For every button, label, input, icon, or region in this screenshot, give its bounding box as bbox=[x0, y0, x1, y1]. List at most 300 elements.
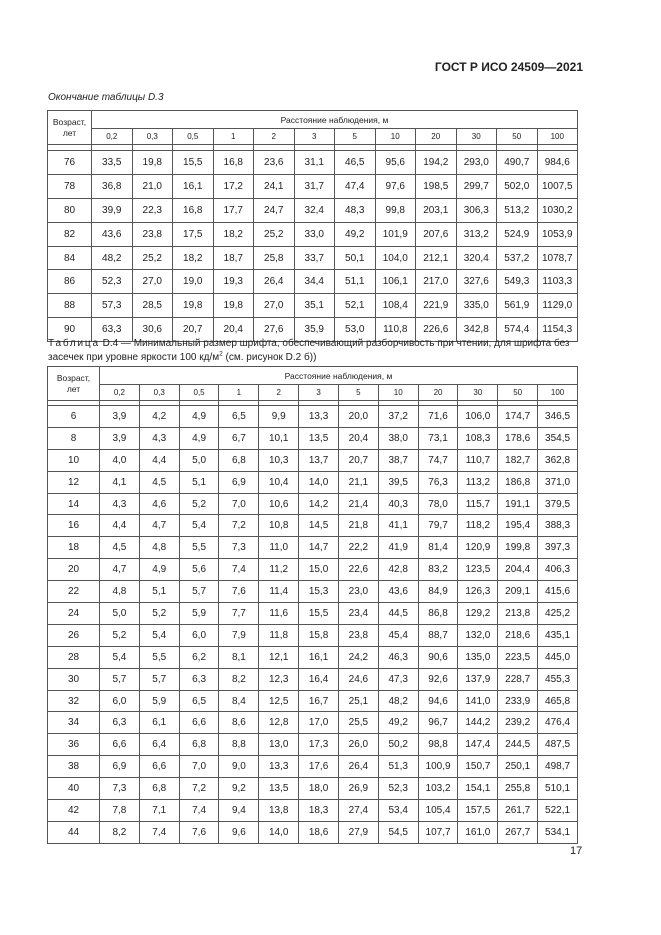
value-cell: 20,0 bbox=[338, 406, 378, 428]
value-cell: 24,1 bbox=[254, 174, 295, 198]
value-cell: 21,8 bbox=[338, 515, 378, 537]
value-cell: 203,1 bbox=[416, 198, 457, 222]
age-cell: 28 bbox=[48, 646, 100, 668]
value-cell: 110,8 bbox=[375, 318, 416, 342]
value-cell: 12,8 bbox=[259, 712, 299, 734]
value-cell: 50,1 bbox=[335, 246, 376, 270]
value-cell: 108,3 bbox=[458, 427, 498, 449]
value-cell: 6,1 bbox=[139, 712, 179, 734]
value-cell: 7,1 bbox=[139, 800, 179, 822]
value-cell: 261,7 bbox=[498, 800, 538, 822]
value-cell: 7,6 bbox=[219, 581, 259, 603]
value-cell: 54,5 bbox=[378, 821, 418, 843]
value-cell: 299,7 bbox=[456, 174, 497, 198]
value-cell: 6,4 bbox=[139, 734, 179, 756]
value-cell: 18,3 bbox=[299, 800, 339, 822]
age-cell: 18 bbox=[48, 537, 100, 559]
value-cell: 4,3 bbox=[139, 427, 179, 449]
value-cell: 41,9 bbox=[378, 537, 418, 559]
distance-header-cell: 2 bbox=[259, 385, 299, 401]
value-cell: 137,9 bbox=[458, 668, 498, 690]
value-cell: 1154,3 bbox=[537, 318, 578, 342]
value-cell: 31,7 bbox=[294, 174, 335, 198]
table-row bbox=[48, 493, 578, 515]
value-cell: 26,4 bbox=[254, 270, 295, 294]
value-cell: 8,2 bbox=[100, 821, 140, 843]
value-cell: 19,8 bbox=[132, 151, 173, 175]
value-cell: 132,0 bbox=[458, 624, 498, 646]
value-cell: 327,6 bbox=[456, 270, 497, 294]
value-cell: 182,7 bbox=[498, 449, 538, 471]
age-cell: 86 bbox=[48, 270, 92, 294]
value-cell: 22,6 bbox=[338, 559, 378, 581]
value-cell: 5,4 bbox=[179, 515, 219, 537]
table-row bbox=[48, 668, 578, 690]
age-column-header bbox=[48, 111, 92, 145]
value-cell: 209,1 bbox=[498, 581, 538, 603]
table-row bbox=[48, 515, 578, 537]
value-cell: 105,4 bbox=[418, 800, 458, 822]
value-cell: 510,1 bbox=[538, 778, 578, 800]
value-cell: 191,1 bbox=[498, 493, 538, 515]
value-cell: 47,4 bbox=[335, 174, 376, 198]
value-cell: 5,4 bbox=[100, 646, 140, 668]
value-cell: 39,9 bbox=[92, 198, 133, 222]
value-cell: 48,2 bbox=[92, 246, 133, 270]
value-cell: 4,8 bbox=[139, 537, 179, 559]
value-cell: 1103,3 bbox=[537, 270, 578, 294]
age-cell: 12 bbox=[48, 471, 100, 493]
value-cell: 43,6 bbox=[378, 581, 418, 603]
value-cell: 7,3 bbox=[100, 778, 140, 800]
value-cell: 5,5 bbox=[139, 646, 179, 668]
value-cell: 9,9 bbox=[259, 406, 299, 428]
value-cell: 4,6 bbox=[139, 493, 179, 515]
value-cell: 107,7 bbox=[418, 821, 458, 843]
value-cell: 51,3 bbox=[378, 756, 418, 778]
value-cell: 7,4 bbox=[179, 800, 219, 822]
value-cell: 20,7 bbox=[338, 449, 378, 471]
value-cell: 574,4 bbox=[497, 318, 538, 342]
value-cell: 10,1 bbox=[259, 427, 299, 449]
value-cell: 14,0 bbox=[259, 821, 299, 843]
value-cell: 103,2 bbox=[418, 778, 458, 800]
value-cell: 88,7 bbox=[418, 624, 458, 646]
value-cell: 17,2 bbox=[213, 174, 254, 198]
value-cell: 1030,2 bbox=[537, 198, 578, 222]
value-cell: 7,4 bbox=[219, 559, 259, 581]
age-cell: 20 bbox=[48, 559, 100, 581]
value-cell: 16,4 bbox=[299, 668, 339, 690]
value-cell: 6,0 bbox=[179, 624, 219, 646]
value-cell: 7,4 bbox=[139, 821, 179, 843]
value-cell: 41,1 bbox=[378, 515, 418, 537]
document-code: ГОСТ Р ИСО 24509—2021 bbox=[434, 60, 583, 74]
table-row bbox=[48, 712, 578, 734]
value-cell: 5,1 bbox=[179, 471, 219, 493]
value-cell: 83,2 bbox=[418, 559, 458, 581]
value-cell: 12,1 bbox=[259, 646, 299, 668]
age-cell: 26 bbox=[48, 624, 100, 646]
value-cell: 1078,7 bbox=[537, 246, 578, 270]
value-cell: 78,0 bbox=[418, 493, 458, 515]
value-cell: 178,6 bbox=[498, 427, 538, 449]
value-cell: 4,9 bbox=[139, 559, 179, 581]
value-cell: 354,5 bbox=[538, 427, 578, 449]
value-cell: 11,8 bbox=[259, 624, 299, 646]
value-cell: 4,7 bbox=[100, 559, 140, 581]
value-cell: 52,3 bbox=[378, 778, 418, 800]
value-cell: 104,0 bbox=[375, 246, 416, 270]
value-cell: 5,2 bbox=[179, 493, 219, 515]
value-cell: 98,8 bbox=[418, 734, 458, 756]
value-cell: 7,9 bbox=[219, 624, 259, 646]
value-cell: 20,4 bbox=[213, 318, 254, 342]
value-cell: 221,9 bbox=[416, 294, 457, 318]
table-row bbox=[48, 603, 578, 625]
value-cell: 90,6 bbox=[418, 646, 458, 668]
value-cell: 36,8 bbox=[92, 174, 133, 198]
value-cell: 86,8 bbox=[418, 603, 458, 625]
age-cell: 76 bbox=[48, 151, 92, 175]
value-cell: 5,0 bbox=[179, 449, 219, 471]
value-cell: 10,6 bbox=[259, 493, 299, 515]
value-cell: 11,6 bbox=[259, 603, 299, 625]
value-cell: 10,4 bbox=[259, 471, 299, 493]
value-cell: 10,8 bbox=[259, 515, 299, 537]
value-cell: 24,7 bbox=[254, 198, 295, 222]
age-cell: 22 bbox=[48, 581, 100, 603]
distance-header-cell: 50 bbox=[497, 129, 538, 145]
value-cell: 293,0 bbox=[456, 151, 497, 175]
distance-header-row bbox=[48, 385, 578, 401]
value-cell: 7,3 bbox=[219, 537, 259, 559]
value-cell: 106,1 bbox=[375, 270, 416, 294]
value-cell: 33,7 bbox=[294, 246, 335, 270]
value-cell: 465,8 bbox=[538, 690, 578, 712]
value-cell: 18,0 bbox=[299, 778, 339, 800]
value-cell: 17,0 bbox=[299, 712, 339, 734]
value-cell: 18,7 bbox=[213, 246, 254, 270]
value-cell: 118,2 bbox=[458, 515, 498, 537]
value-cell: 48,3 bbox=[335, 198, 376, 222]
table-d4-header bbox=[48, 367, 578, 401]
value-cell: 14,2 bbox=[299, 493, 339, 515]
table-d4-header-row bbox=[48, 367, 578, 385]
value-cell: 320,4 bbox=[456, 246, 497, 270]
value-cell: 38,0 bbox=[378, 427, 418, 449]
age-cell: 42 bbox=[48, 800, 100, 822]
distance-header-cell: 100 bbox=[538, 385, 578, 401]
value-cell: 49,2 bbox=[378, 712, 418, 734]
value-cell: 1053,9 bbox=[537, 222, 578, 246]
value-cell: 157,5 bbox=[458, 800, 498, 822]
distance-header-cell: 3 bbox=[299, 385, 339, 401]
value-cell: 96,7 bbox=[418, 712, 458, 734]
value-cell: 40,3 bbox=[378, 493, 418, 515]
value-cell: 24,2 bbox=[338, 646, 378, 668]
distance-header-cell: 20 bbox=[416, 129, 457, 145]
value-cell: 397,3 bbox=[538, 537, 578, 559]
value-cell: 490,7 bbox=[497, 151, 538, 175]
distance-header-row bbox=[48, 129, 578, 145]
value-cell: 5,9 bbox=[179, 603, 219, 625]
value-cell: 250,1 bbox=[498, 756, 538, 778]
value-cell: 52,1 bbox=[335, 294, 376, 318]
value-cell: 5,5 bbox=[179, 537, 219, 559]
value-cell: 23,0 bbox=[338, 581, 378, 603]
value-cell: 15,0 bbox=[299, 559, 339, 581]
value-cell: 342,8 bbox=[456, 318, 497, 342]
value-cell: 141,0 bbox=[458, 690, 498, 712]
value-cell: 8,8 bbox=[219, 734, 259, 756]
distance-group-header: Расстояние наблюдения, м bbox=[92, 111, 578, 129]
table-row bbox=[48, 406, 578, 428]
value-cell: 186,8 bbox=[498, 471, 538, 493]
value-cell: 7,2 bbox=[219, 515, 259, 537]
value-cell: 25,1 bbox=[338, 690, 378, 712]
value-cell: 267,7 bbox=[498, 821, 538, 843]
value-cell: 4,7 bbox=[139, 515, 179, 537]
value-cell: 8,4 bbox=[219, 690, 259, 712]
value-cell: 20,7 bbox=[173, 318, 214, 342]
age-cell: 16 bbox=[48, 515, 100, 537]
value-cell: 362,8 bbox=[538, 449, 578, 471]
value-cell: 13,7 bbox=[299, 449, 339, 471]
value-cell: 113,2 bbox=[458, 471, 498, 493]
age-cell: 40 bbox=[48, 778, 100, 800]
table-row bbox=[48, 646, 578, 668]
value-cell: 12,5 bbox=[259, 690, 299, 712]
value-cell: 28,5 bbox=[132, 294, 173, 318]
value-cell: 199,8 bbox=[498, 537, 538, 559]
value-cell: 6,3 bbox=[100, 712, 140, 734]
table-row bbox=[48, 222, 578, 246]
value-cell: 44,5 bbox=[378, 603, 418, 625]
value-cell: 115,7 bbox=[458, 493, 498, 515]
value-cell: 198,5 bbox=[416, 174, 457, 198]
distance-header-cell: 10 bbox=[378, 385, 418, 401]
value-cell: 27,6 bbox=[254, 318, 295, 342]
value-cell: 6,6 bbox=[179, 712, 219, 734]
value-cell: 4,2 bbox=[139, 406, 179, 428]
value-cell: 48,2 bbox=[378, 690, 418, 712]
value-cell: 19,3 bbox=[213, 270, 254, 294]
table-d4-caption-superscript: 2 bbox=[219, 350, 223, 358]
age-cell: 24 bbox=[48, 603, 100, 625]
value-cell: 147,4 bbox=[458, 734, 498, 756]
value-cell: 228,7 bbox=[498, 668, 538, 690]
value-cell: 53,0 bbox=[335, 318, 376, 342]
value-cell: 984,6 bbox=[537, 151, 578, 175]
value-cell: 24,6 bbox=[338, 668, 378, 690]
value-cell: 161,0 bbox=[458, 821, 498, 843]
table-d4-body bbox=[48, 401, 578, 844]
value-cell: 6,8 bbox=[219, 449, 259, 471]
table-d4 bbox=[47, 366, 578, 844]
value-cell: 4,4 bbox=[139, 449, 179, 471]
value-cell: 25,8 bbox=[254, 246, 295, 270]
value-cell: 14,7 bbox=[299, 537, 339, 559]
value-cell: 26,9 bbox=[338, 778, 378, 800]
value-cell: 100,9 bbox=[418, 756, 458, 778]
value-cell: 25,5 bbox=[338, 712, 378, 734]
value-cell: 4,9 bbox=[179, 427, 219, 449]
value-cell: 13,0 bbox=[259, 734, 299, 756]
value-cell: 6,9 bbox=[100, 756, 140, 778]
distance-header-cell: 1 bbox=[219, 385, 259, 401]
page-number: 17 bbox=[570, 845, 583, 857]
value-cell: 3,9 bbox=[100, 406, 140, 428]
age-cell: 36 bbox=[48, 734, 100, 756]
value-cell: 194,2 bbox=[416, 151, 457, 175]
value-cell: 27,0 bbox=[254, 294, 295, 318]
value-cell: 38,7 bbox=[378, 449, 418, 471]
age-cell: 90 bbox=[48, 318, 92, 342]
value-cell: 21,4 bbox=[338, 493, 378, 515]
value-cell: 84,9 bbox=[418, 581, 458, 603]
age-cell: 30 bbox=[48, 668, 100, 690]
value-cell: 13,5 bbox=[299, 427, 339, 449]
value-cell: 313,2 bbox=[456, 222, 497, 246]
value-cell: 94,6 bbox=[418, 690, 458, 712]
value-cell: 6,9 bbox=[219, 471, 259, 493]
value-cell: 6,2 bbox=[179, 646, 219, 668]
value-cell: 16,8 bbox=[173, 198, 214, 222]
value-cell: 129,2 bbox=[458, 603, 498, 625]
value-cell: 217,0 bbox=[416, 270, 457, 294]
value-cell: 33,5 bbox=[92, 151, 133, 175]
value-cell: 14,0 bbox=[299, 471, 339, 493]
value-cell: 14,5 bbox=[299, 515, 339, 537]
distance-header-cell: 0,5 bbox=[173, 129, 214, 145]
value-cell: 22,3 bbox=[132, 198, 173, 222]
value-cell: 22,2 bbox=[338, 537, 378, 559]
value-cell: 8,2 bbox=[219, 668, 259, 690]
value-cell: 17,3 bbox=[299, 734, 339, 756]
value-cell: 13,5 bbox=[259, 778, 299, 800]
distance-header-cell: 100 bbox=[537, 129, 578, 145]
table-row bbox=[48, 734, 578, 756]
value-cell: 524,9 bbox=[497, 222, 538, 246]
value-cell: 23,6 bbox=[254, 151, 295, 175]
value-cell: 34,4 bbox=[294, 270, 335, 294]
value-cell: 32,4 bbox=[294, 198, 335, 222]
value-cell: 6,0 bbox=[100, 690, 140, 712]
value-cell: 6,7 bbox=[219, 427, 259, 449]
value-cell: 37,2 bbox=[378, 406, 418, 428]
value-cell: 7,7 bbox=[219, 603, 259, 625]
value-cell: 27,9 bbox=[338, 821, 378, 843]
age-header-text: Возраст, лет bbox=[56, 372, 91, 394]
value-cell: 445,0 bbox=[538, 646, 578, 668]
value-cell: 371,0 bbox=[538, 471, 578, 493]
value-cell: 174,7 bbox=[498, 406, 538, 428]
table-row bbox=[48, 756, 578, 778]
distance-header-cell: 0,3 bbox=[132, 129, 173, 145]
value-cell: 8,6 bbox=[219, 712, 259, 734]
distance-header-cell: 5 bbox=[338, 385, 378, 401]
value-cell: 522,1 bbox=[538, 800, 578, 822]
value-cell: 7,0 bbox=[179, 756, 219, 778]
value-cell: 11,0 bbox=[259, 537, 299, 559]
distance-header-cell: 10 bbox=[375, 129, 416, 145]
value-cell: 144,2 bbox=[458, 712, 498, 734]
value-cell: 4,4 bbox=[100, 515, 140, 537]
distance-header-cell: 0,2 bbox=[100, 385, 140, 401]
value-cell: 19,8 bbox=[213, 294, 254, 318]
value-cell: 213,8 bbox=[498, 603, 538, 625]
value-cell: 39,5 bbox=[378, 471, 418, 493]
table-row bbox=[48, 624, 578, 646]
distance-header-cell: 0,2 bbox=[92, 129, 133, 145]
value-cell: 42,8 bbox=[378, 559, 418, 581]
table-row bbox=[48, 471, 578, 493]
value-cell: 5,2 bbox=[139, 603, 179, 625]
value-cell: 50,2 bbox=[378, 734, 418, 756]
value-cell: 5,7 bbox=[100, 668, 140, 690]
value-cell: 71,6 bbox=[418, 406, 458, 428]
value-cell: 21,0 bbox=[132, 174, 173, 198]
value-cell: 45,4 bbox=[378, 624, 418, 646]
value-cell: 4,3 bbox=[100, 493, 140, 515]
age-column-header bbox=[48, 367, 100, 401]
value-cell: 25,2 bbox=[132, 246, 173, 270]
value-cell: 5,1 bbox=[139, 581, 179, 603]
value-cell: 23,8 bbox=[132, 222, 173, 246]
value-cell: 49,2 bbox=[335, 222, 376, 246]
value-cell: 101,9 bbox=[375, 222, 416, 246]
value-cell: 110,7 bbox=[458, 449, 498, 471]
value-cell: 207,6 bbox=[416, 222, 457, 246]
value-cell: 123,5 bbox=[458, 559, 498, 581]
value-cell: 35,9 bbox=[294, 318, 335, 342]
value-cell: 92,6 bbox=[418, 668, 458, 690]
value-cell: 6,6 bbox=[139, 756, 179, 778]
value-cell: 35,1 bbox=[294, 294, 335, 318]
value-cell: 561,9 bbox=[497, 294, 538, 318]
value-cell: 6,3 bbox=[179, 668, 219, 690]
value-cell: 13,3 bbox=[259, 756, 299, 778]
age-cell: 82 bbox=[48, 222, 92, 246]
age-cell: 34 bbox=[48, 712, 100, 734]
value-cell: 126,3 bbox=[458, 581, 498, 603]
age-cell: 32 bbox=[48, 690, 100, 712]
value-cell: 154,1 bbox=[458, 778, 498, 800]
value-cell: 415,6 bbox=[538, 581, 578, 603]
value-cell: 3,9 bbox=[100, 427, 140, 449]
value-cell: 15,5 bbox=[173, 151, 214, 175]
value-cell: 379,5 bbox=[538, 493, 578, 515]
value-cell: 239,2 bbox=[498, 712, 538, 734]
value-cell: 135,0 bbox=[458, 646, 498, 668]
value-cell: 17,7 bbox=[213, 198, 254, 222]
value-cell: 16,1 bbox=[299, 646, 339, 668]
distance-header-cell: 20 bbox=[418, 385, 458, 401]
value-cell: 534,1 bbox=[538, 821, 578, 843]
value-cell: 195,4 bbox=[498, 515, 538, 537]
value-cell: 12,3 bbox=[259, 668, 299, 690]
age-cell: 88 bbox=[48, 294, 92, 318]
table-d4-caption-tail: (см. рисунок D.2 б)) bbox=[222, 352, 317, 363]
value-cell: 23,4 bbox=[338, 603, 378, 625]
value-cell: 9,2 bbox=[219, 778, 259, 800]
distance-header-cell: 1 bbox=[213, 129, 254, 145]
table-d4-caption bbox=[48, 337, 588, 365]
value-cell: 1129,0 bbox=[537, 294, 578, 318]
value-cell: 8,1 bbox=[219, 646, 259, 668]
distance-header-cell: 5 bbox=[335, 129, 376, 145]
